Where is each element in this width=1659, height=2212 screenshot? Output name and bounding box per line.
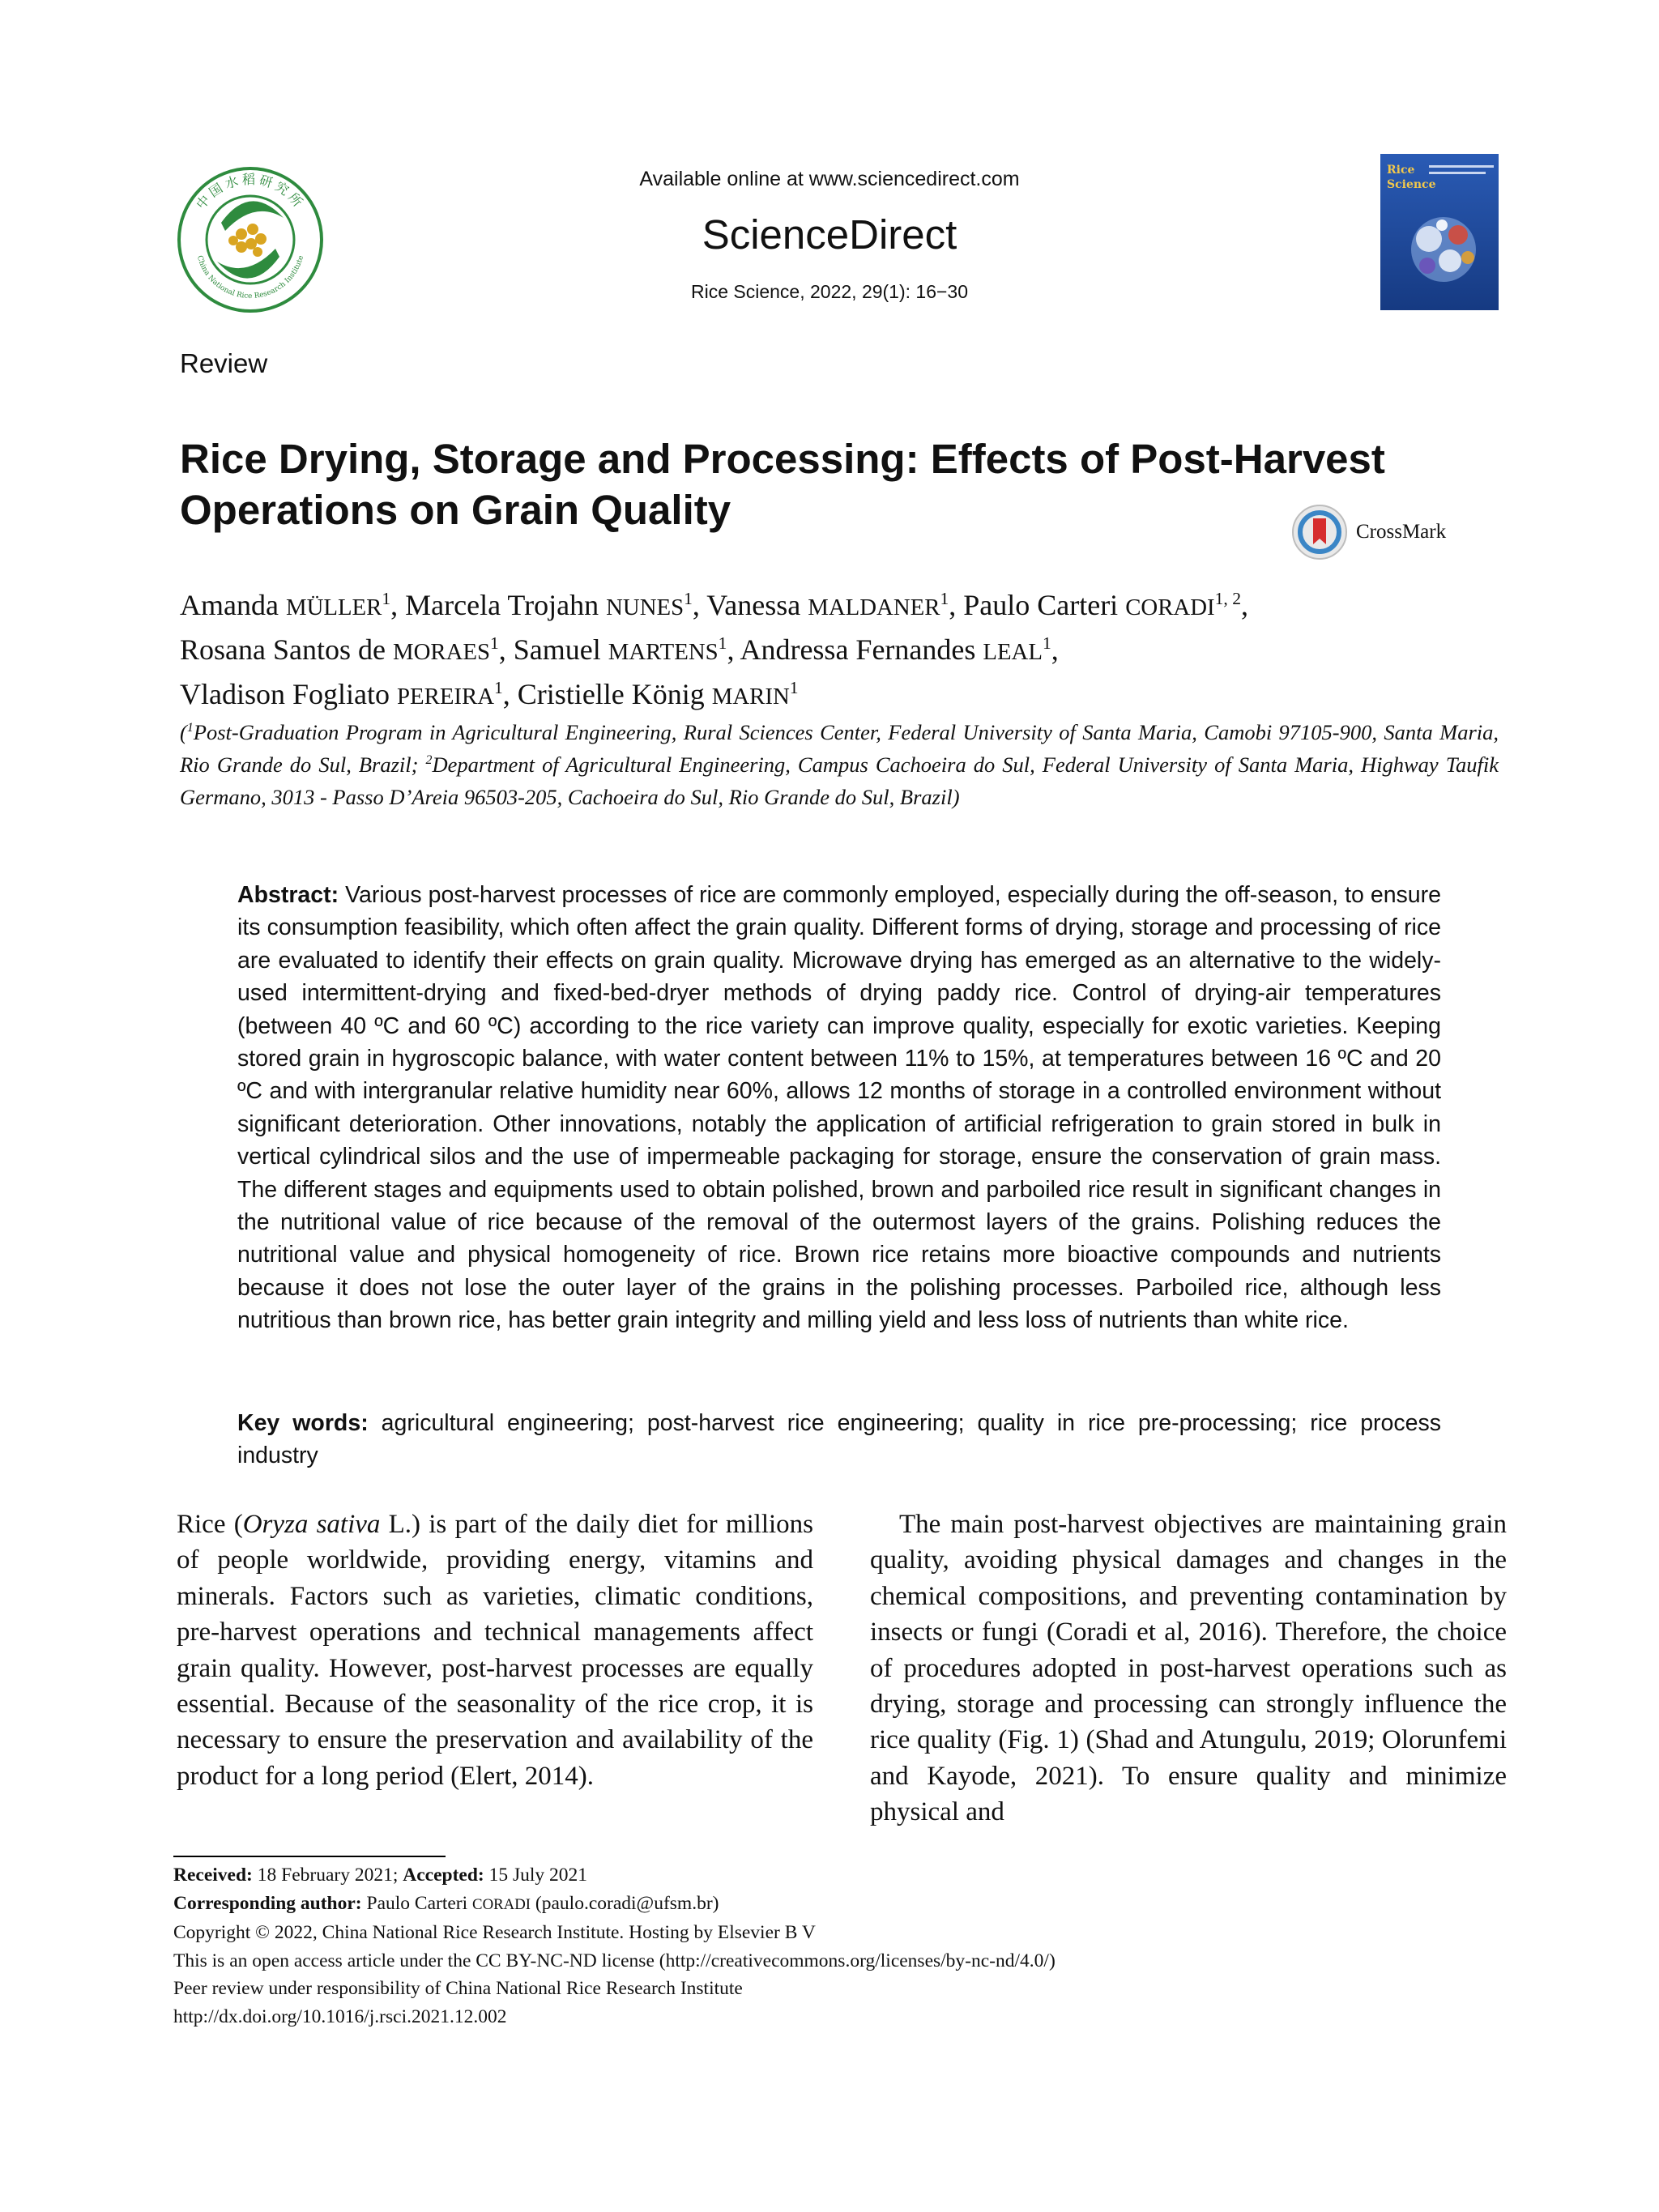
crossmark-label: CrossMark — [1356, 521, 1447, 543]
author-name[interactable]: Vladison Fogliato PEREIRA$^1$ — [180, 678, 503, 710]
affiliations: ($^1$Post-Graduation Program in Agricultural Engineering, Rural Sciences Center, Federal University of Santa Maria, Camobi 97105-900, Santa Maria, Rio Grande do Sul, Brazil; $^2$Department of Agricultural Engineering, Campus Cachoeira do Sul, Federal University of Santa Maria, Highway Taufik Germano, 3013 - Passo D’Areia 96503-205, Cachoeira do Sul, Rio Grande do Sul, Brazil) — [180, 720, 1499, 809]
journal-header — [567, 165, 1092, 305]
author-list: Amanda MÜLLER$^1$, Marcela Trojahn NUNES$^1$, Vanessa MALDANER$^1$, Paulo Carteri CORADI$^{1, 2}$, Rosana Santos de MORAES$^1$, Samuel MARTENS$^1$, Andressa Fernandes LEAL$^1$, Vladison Fogliato PEREIRA$^1$, Cristielle König MARIN$^1$ — [180, 589, 1248, 710]
doi-link[interactable]: http://dx.doi.org/10.1016/j.rsci.2021.12.002 — [173, 2005, 507, 2027]
keywords-label: Key words: — [237, 1410, 369, 1436]
journal-citation: Rice Science, 2022, 29(1): 16−30 — [690, 281, 969, 302]
article-type-label: Review — [180, 348, 268, 378]
abstract — [237, 879, 1441, 1337]
cover-title-line1: Rice — [1387, 164, 1415, 177]
author-name[interactable]: Marcela Trojahn NUNES$^1$ — [405, 589, 693, 621]
abstract-label: Abstract: — [237, 882, 339, 908]
corresponding-email-link[interactable]: (paulo.coradi@ufsm.br) — [535, 1892, 719, 1914]
article-title: Rice Drying, Storage and Processing: Effects of Post-Harvest Operations on Grain Quality — [180, 436, 1385, 533]
author-name[interactable]: Samuel MARTENS$^1$ — [513, 633, 727, 666]
author-name[interactable]: Paulo Carteri CORADI$^{1, 2}$ — [963, 589, 1241, 621]
crossmark-icon — [1291, 504, 1348, 560]
cnrri-logo — [177, 166, 324, 313]
species-name: Oryza sativa — [242, 1510, 381, 1539]
abstract-text: Various post-harvest processes of rice are commonly employed, especially during the off-season, to ensure its consumption feasibility, which often affect the grain quality. Different forms of drying, storage and processing of rice are evaluated to identify their effects on grain quality. Microwave drying has emerged as an alternative to the widely-used intermittent-drying and fixed-bed-dryer methods of drying paddy rice. Control of drying-air temperatures (between 40 ºC and 60 ºC) according to the rice variety can improve quality, especially for exotic varieties. Keeping stored grain in hygroscopic balance, with water content between 11% to 15%, at temperatures between 16 ºC and 20 ºC and with intergranular relative humidity near 60%, allows 12 months of storage in a controlled environment without significant deterioration. Other innovations, notably the application of artificial refrigeration to grain stored in bulk in vertical cylindrical silos and the use of impermeable packaging for storage, ensure the conservation of grain mass. The different stages and equipments used to obtain polished, brown and parboiled rice result in significant changes in the nutritional value of rice because of the removal of the outermost layers of the grains. Polishing reduces the nutritional value and physical homogeneity of rice. Brown rice retains more bioactive compounds and nutrients because it does not lose the outer layer of the grains in the polishing processes. Parboiled rice, although less nutritious than brown rice, has better grain integrity and milling yield and less loss of nutrients than white rice. — [237, 882, 1442, 1334]
logo-text-top: 中国水稻研究所 — [193, 172, 308, 212]
copyright-line: Copyright © 2022, China National Rice Research Institute. Hosting by Elsevier B V — [173, 1922, 816, 1944]
footnotes — [173, 1861, 1550, 2031]
body-column-right: The main post-harvest objectives are maintaining grain quality, avoiding physical damages and changes in the chemical compositions, and preventing contamination by insects or fungi (Coradi et al, 2016). Therefore, the choice of procedures adopted in post-harvest operations such as drying, storage and processing can strongly influence the rice quality (Fig. 1) (Shad and Atungulu, 2019; Olorunfemi and Kayode, 2021). To ensure quality and minimize physical and — [870, 1510, 1507, 1827]
keywords-text: agricultural engineering; post-harvest rice engineering; quality in rice pre-processing; rice process industry — [237, 1410, 1441, 1469]
crossmark-badge[interactable] — [1291, 504, 1446, 560]
body-column-left: Rice (Oryza sativa L.) is part of the daily diet for millions of people worldwide, providing energy, vitamins and minerals. Factors such as varieties, climatic conditions, pre-harvest operations and technical managements affect grain quality. However, post-harvest processes are equally essential. Because of the seasonality of the rice crop, it is necessary to ensure the preservation and availability of the product for a long period (Elert, 2014). — [177, 1510, 813, 1791]
keywords — [237, 1407, 1441, 1473]
available-online-text: Available online at www.sciencedirect.com — [639, 168, 1020, 190]
author-name[interactable]: Cristielle König MARIN$^1$ — [517, 678, 799, 710]
corresponding-author-line: Corresponding author: Paulo Carteri CORADI (paulo.coradi@ufsm.br) — [173, 1892, 719, 1914]
affiliation-2: Department of Agricultural Engineering, Campus Cachoeira do Sul, Federal University of Santa Maria, Highway Taufik Germano, 3013 - Passo D’Areia 96503-205, Cachoeira do Sul, Rio Grande do Sul, Brazil — [180, 752, 1499, 809]
license-line[interactable]: This is an open access article under the CC BY-NC-ND license (http://creativecommons.org/licenses/by-nc-nd/4.0/) — [173, 1950, 1056, 1971]
received-accepted-line: Received: 18 February 2021; Accepted: 15 July 2021 — [173, 1865, 588, 1886]
logo-text-bottom: China National Rice Research Institute — [194, 254, 306, 301]
peer-review-line: Peer review under responsibility of China National Rice Research Institute — [173, 1978, 743, 2000]
author-name[interactable]: Andressa Fernandes LEAL$^1$ — [740, 633, 1051, 666]
affiliation-1: Post-Graduation Program in Agricultural Engineering, Rural Sciences Center, Federal University of Santa Maria, Camobi 97105-900, Santa Maria, Rio Grande do Sul, Brazil; — [180, 720, 1499, 777]
footnote-divider — [173, 1856, 446, 1857]
journal-cover-image — [1380, 154, 1499, 310]
author-name[interactable]: Vanessa MALDANER$^1$ — [706, 589, 949, 621]
sciencedirect-brand[interactable]: ScienceDirect — [702, 211, 957, 258]
author-name[interactable]: Rosana Santos de MORAES$^1$ — [180, 633, 499, 666]
cover-title-line2: Science — [1387, 178, 1436, 191]
author-name[interactable]: Amanda MÜLLER$^1$ — [180, 589, 391, 621]
